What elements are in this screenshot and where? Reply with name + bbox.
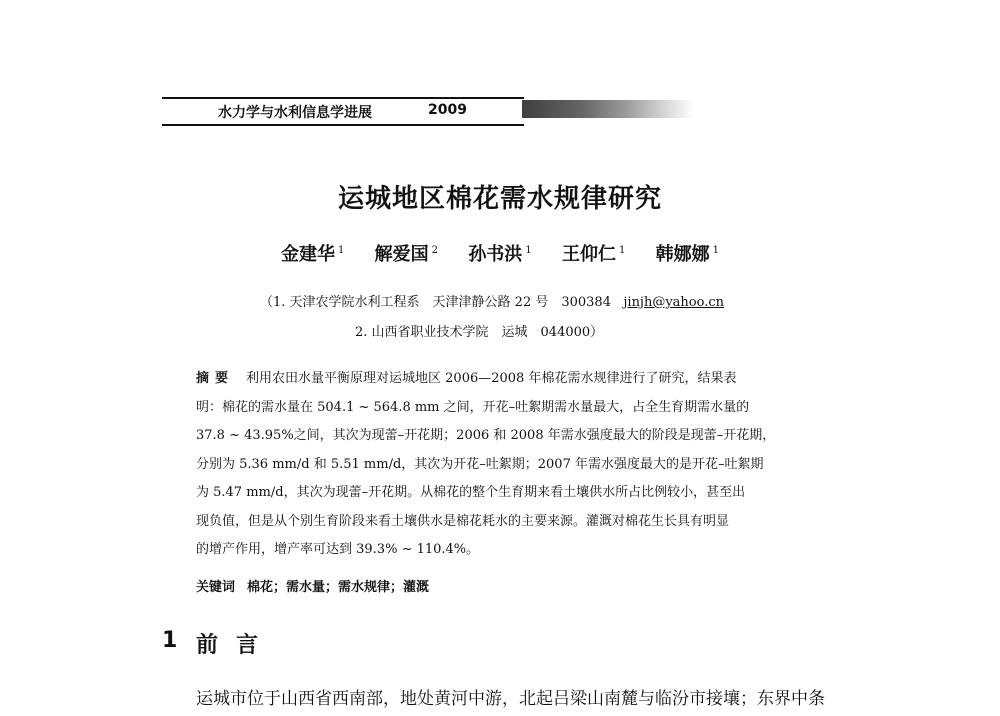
author: 王仰仁 $^1$ [561,244,626,265]
keywords [196,576,429,595]
header-rule-top [162,97,524,99]
keywords-items: 棉花；需水量；需水规律；灌溉 [247,580,430,595]
paper-title: 运城地区棉花需水规律研究 [337,184,662,214]
header-rule-bottom [162,124,524,126]
abstract-line: 为 5.47 mm/d，其次为现蕾–开花期。从棉花的整个生育期来看土壤供水所占比例较小，甚至出 [196,485,746,500]
abstract-label: 摘要 [196,371,235,386]
author: 金建华 $^1$ [281,244,345,265]
author: 解爱国 $^2$ [374,244,439,265]
author-email: jinjh@yahoo.cn [623,295,725,310]
abstract [196,365,836,565]
section-title: 前言 [196,633,277,658]
affiliation-2: 2. 山西省职业技术学院 运城 044000） [355,325,604,340]
abstract-line: 分别为 5.36 mm/d 和 5.51 mm/d，其次为开花–吐絮期；2007 年需水强度最大的是开花–吐絮期 [196,456,764,472]
journal-name: 水力学与水利信息学进展 [218,105,372,121]
abstract-line: 明：棉花的需水量在 504.1 ~ 564.8 mm 之间，开花–吐絮期需水量最大，占全生育期需水量的 [196,399,750,415]
keywords-label: 关键词 [196,580,236,595]
body-paragraph: 运城市位于山西省西南部，地处黄河中游，北起吕梁山南麓与临汾市接壤；东界中条 [196,689,825,709]
journal-year: 2009 [428,102,467,118]
abstract-line: 现负值，但是从个别生育阶段来看土壤供水是棉花耗水的主要来源。灌溉对棉花生长具有明显 [196,513,730,529]
author-list [0,240,1000,266]
abstract-line: 的增产作用，增产率可达到 39.3% ~ 110.4%。 [196,542,480,557]
header-scan-smudge [522,100,694,118]
section-number: 1 [162,628,178,653]
affiliation-1: （1. 天津农学院水利工程系 天津津静公路 22 号 300384 jinjh@yahoo.cn [260,295,725,310]
abstract-line: 利用农田水量平衡原理对运城地区 2006—2008 年棉花需水规律进行了研究，结果表 [246,371,737,386]
author: 韩娜娜 $^1$ [655,244,719,265]
abstract-line: 37.8 ~ 43.95%之间，其次为现蕾–开花期；2006 和 2008 年需水强度最大的阶段是现蕾–开花期， [196,428,776,443]
author: 孙书洪 $^1$ [468,244,532,265]
